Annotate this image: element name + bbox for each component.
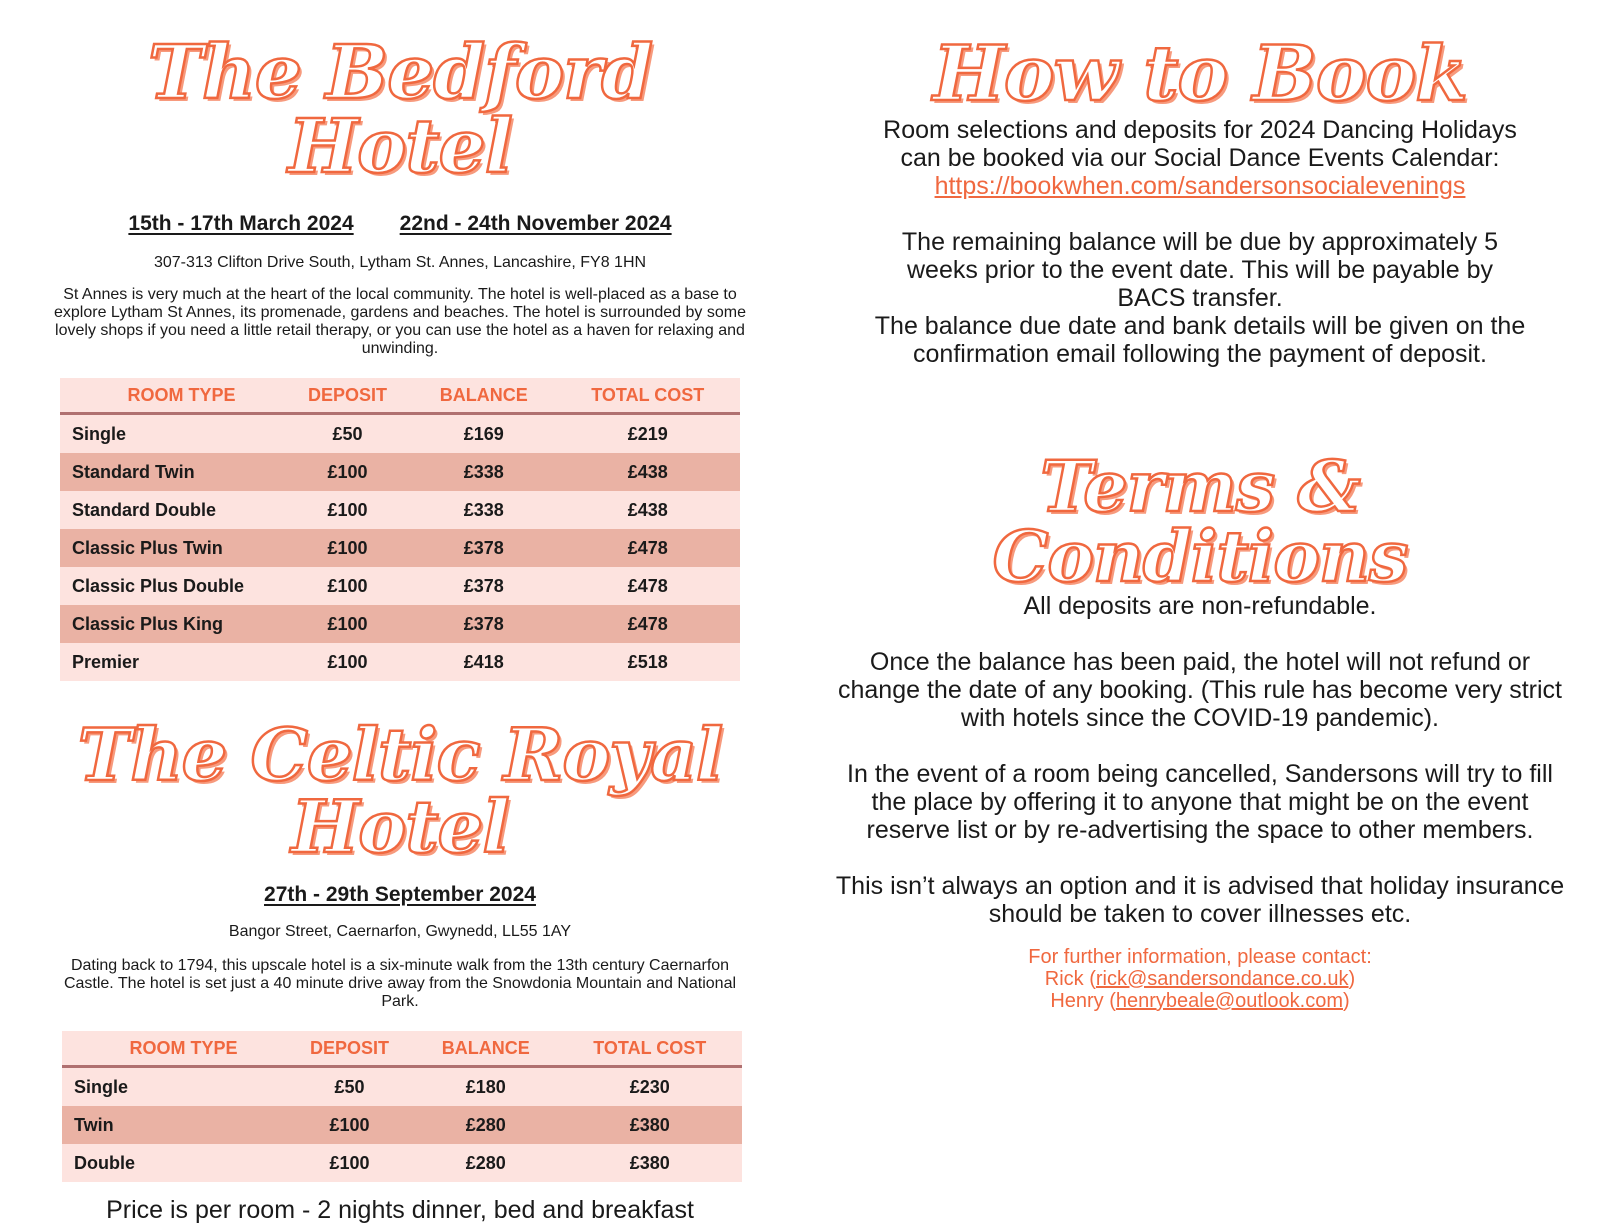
deposit: £50 — [285, 1067, 414, 1107]
deposit: £100 — [283, 529, 412, 567]
contact-heading: For further information, please contact: — [1028, 946, 1372, 968]
bedford-date-november: 22nd - 24th November 2024 — [399, 212, 672, 235]
total-cost: £478 — [556, 567, 740, 605]
header-balance: BALANCE — [414, 1031, 558, 1067]
header-deposit: DEPOSIT — [285, 1031, 414, 1067]
contact-rick-close: ) — [1348, 968, 1356, 990]
header-total-cost: TOTAL COST — [556, 378, 740, 414]
deposit: £100 — [283, 567, 412, 605]
table-header-row — [60, 378, 740, 414]
table-header-row — [62, 1031, 742, 1067]
total-cost: £230 — [558, 1067, 742, 1107]
celtic-description: Dating back to 1794, this upscale hotel is a six-minute walk from the 13th century Caernarfon Castle. The hotel is set just a 40 minute drive away from the Snowdonia Mountain and National Park. — [63, 957, 737, 1010]
price-note: Price is per room - 2 nights dinner, bed and breakfast — [106, 1196, 694, 1224]
room-type: Classic Plus Twin — [60, 529, 283, 567]
deposit: £100 — [283, 605, 412, 643]
balance: £180 — [414, 1067, 558, 1107]
deposit: £100 — [283, 491, 412, 529]
table-row — [60, 605, 740, 643]
total-cost: £518 — [556, 643, 740, 681]
header-deposit: DEPOSIT — [283, 378, 412, 414]
celtic-title: The Celtic Royal Hotel — [77, 712, 723, 869]
balance: £338 — [412, 491, 556, 529]
table-row — [62, 1106, 742, 1144]
room-type: Classic Plus Double — [60, 567, 283, 605]
celtic-address: Bangor Street, Caernarfon, Gwynedd, LL55 1AY — [228, 923, 572, 940]
booking-intro: Room selections and deposits for 2024 Dancing Holidays can be booked via our Social Dance Events Calendar: — [883, 116, 1517, 172]
contact-block — [830, 946, 1570, 1012]
contact-henry-close: ) — [1343, 990, 1350, 1012]
terms-insurance: This isn’t always an option and it is advised that holiday insurance should be taken to cover illnesses etc. — [835, 872, 1565, 928]
bedford-room-table — [60, 378, 740, 681]
room-type: Standard Double — [60, 491, 283, 529]
celtic-dates — [40, 883, 760, 907]
terms-cancellation: In the event of a room being cancelled, Sandersons will try to fill the place by offering it to anyone that might be on the event reserve list or by re-advertising the space to other members. — [847, 760, 1553, 844]
total-cost: £380 — [558, 1144, 742, 1182]
room-type: Premier — [60, 643, 283, 681]
balance: £169 — [412, 414, 556, 454]
deposit: £100 — [283, 643, 412, 681]
header-room-type: ROOM TYPE — [60, 378, 283, 414]
table-row — [60, 414, 740, 454]
deposit: £100 — [285, 1106, 414, 1144]
header-total-cost: TOTAL COST — [558, 1031, 742, 1067]
total-cost: £438 — [556, 453, 740, 491]
how-to-book-title: How to Book — [933, 29, 1467, 118]
contact-henry-name: Henry ( — [1050, 990, 1116, 1012]
contact-rick-name: Rick ( — [1044, 968, 1096, 990]
deposit: £50 — [283, 414, 412, 454]
bedford-address: 307-313 Clifton Drive South, Lytham St. Annes, Lancashire, FY8 1HN — [153, 254, 647, 271]
terms-nonrefundable: All deposits are non-refundable. — [1023, 592, 1377, 620]
bookwhen-link[interactable]: https://bookwhen.com/sandersonsocialevenings — [934, 172, 1466, 200]
total-cost: £380 — [558, 1106, 742, 1144]
table-row — [62, 1144, 742, 1182]
room-type: Single — [62, 1067, 285, 1107]
bank-details-text: The balance due date and bank details will be given on the confirmation email following the payment of deposit. — [874, 312, 1526, 368]
total-cost: £438 — [556, 491, 740, 529]
room-type: Single — [60, 414, 283, 454]
total-cost: £478 — [556, 605, 740, 643]
room-type: Classic Plus King — [60, 605, 283, 643]
booking-link-line — [830, 172, 1570, 200]
header-balance: BALANCE — [412, 378, 556, 414]
balance: £378 — [412, 605, 556, 643]
deposit: £100 — [283, 453, 412, 491]
balance: £280 — [414, 1144, 558, 1182]
balance-text: The remaining balance will be due by approximately 5 weeks prior to the event date. This will be payable by BACS transfer. — [901, 228, 1499, 312]
rick-email-link[interactable]: rick@sandersondance.co.uk — [1095, 968, 1349, 990]
room-type: Twin — [62, 1106, 285, 1144]
bedford-description: St Annes is very much at the heart of the local community. The hotel is well-placed as a base to explore Lytham St Annes, its promenade, gardens and beaches. The hotel is surrounded by some lovely shops if you need a little retail therapy, or you can use the hotel as a haven for relaxing and unwinding. — [54, 286, 746, 357]
bedford-title: The Bedford Hotel — [147, 30, 652, 190]
balance: £378 — [412, 567, 556, 605]
table-row — [60, 567, 740, 605]
right-column — [830, 0, 1570, 1012]
terms-balance-paid: Once the balance has been paid, the hotel will not refund or change the date of any booking. (This rule has become very strict with hotels since the COVID-19 pandemic). — [838, 648, 1562, 732]
contact-rick — [830, 968, 1570, 990]
room-type: Standard Twin — [60, 453, 283, 491]
header-room-type: ROOM TYPE — [62, 1031, 285, 1067]
balance: £418 — [412, 643, 556, 681]
bedford-date-march: 15th - 17th March 2024 — [128, 212, 354, 235]
table-row — [60, 529, 740, 567]
deposit: £100 — [285, 1144, 414, 1182]
table-row — [60, 453, 740, 491]
total-cost: £478 — [556, 529, 740, 567]
balance: £280 — [414, 1106, 558, 1144]
table-row — [60, 643, 740, 681]
henry-email-link[interactable]: henrybeale@outlook.com — [1115, 990, 1343, 1012]
room-type: Double — [62, 1144, 285, 1182]
bedford-dates — [40, 212, 760, 236]
terms-title: Terms & Conditions — [992, 445, 1408, 598]
celtic-room-table — [62, 1031, 742, 1182]
balance: £338 — [412, 453, 556, 491]
table-row — [62, 1067, 742, 1107]
total-cost: £219 — [556, 414, 740, 454]
table-row — [60, 491, 740, 529]
celtic-date-september: 27th - 29th September 2024 — [264, 883, 536, 906]
left-column — [40, 0, 760, 1225]
balance: £378 — [412, 529, 556, 567]
contact-henry — [830, 990, 1570, 1012]
